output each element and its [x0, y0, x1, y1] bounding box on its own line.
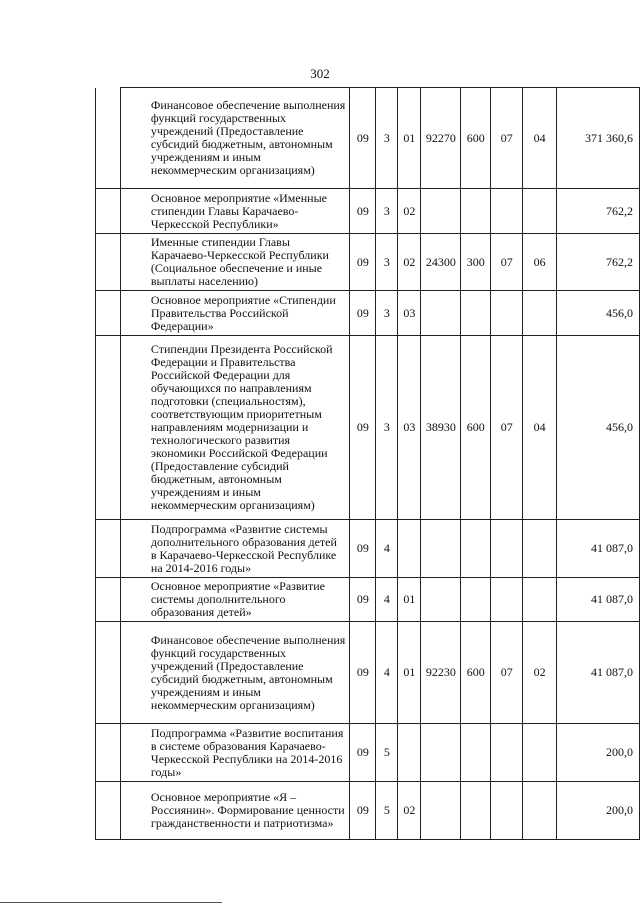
table-row — [96, 578, 640, 622]
code-1: 09 — [350, 336, 376, 520]
amount: 41 087,0 — [557, 520, 640, 578]
row-spacer-cell — [96, 724, 121, 782]
code-6 — [491, 782, 523, 840]
table-row — [96, 88, 640, 189]
table-row — [96, 189, 640, 234]
item-name: Основное мероприятие «Стипендии Правительства Российской Федерации» — [120, 291, 350, 336]
code-2: 3 — [376, 234, 398, 291]
amount: 371 360,6 — [557, 88, 640, 189]
code-4 — [421, 189, 461, 234]
code-7 — [523, 189, 557, 234]
table-row — [96, 782, 640, 840]
code-7 — [523, 724, 557, 782]
code-3: 01 — [398, 622, 421, 724]
code-1: 09 — [350, 724, 376, 782]
code-7 — [523, 520, 557, 578]
code-6: 07 — [491, 234, 523, 291]
code-3: 01 — [398, 88, 421, 189]
code-6 — [491, 291, 523, 336]
code-3: 02 — [398, 189, 421, 234]
item-name: Основное мероприятие «Именные стипендии Главы Карачаево-Черкесской Республики» — [120, 189, 350, 234]
code-4 — [421, 291, 461, 336]
code-6 — [491, 724, 523, 782]
row-spacer-cell — [96, 291, 121, 336]
item-name: Подпрограмма «Развитие системы дополнительного образования детей в Карачаево-Черкесской Республике на 2014-2016 годы» — [120, 520, 350, 578]
table-row — [96, 234, 640, 291]
amount: 456,0 — [557, 336, 640, 520]
row-spacer-cell — [96, 189, 121, 234]
amount: 762,2 — [557, 234, 640, 291]
code-1: 09 — [350, 291, 376, 336]
code-4 — [421, 724, 461, 782]
code-4 — [421, 578, 461, 622]
code-3: 02 — [398, 234, 421, 291]
table-row — [96, 336, 640, 520]
code-1: 09 — [350, 520, 376, 578]
code-1: 09 — [350, 622, 376, 724]
code-4: 92270 — [421, 88, 461, 189]
code-2: 4 — [376, 578, 398, 622]
item-name: Финансовое обеспечение выполнения функций государственных учреждений (Предоставление субсидий бюджетным, автономным учреждениям и иным некоммерческим организациям) — [120, 88, 350, 189]
page-number: 302 — [310, 66, 330, 81]
code-5 — [461, 189, 491, 234]
code-3: 02 — [398, 782, 421, 840]
code-3: 03 — [398, 336, 421, 520]
code-5 — [461, 724, 491, 782]
amount: 200,0 — [557, 724, 640, 782]
code-2: 5 — [376, 724, 398, 782]
row-spacer-cell — [96, 520, 121, 578]
code-5 — [461, 291, 491, 336]
code-5 — [461, 782, 491, 840]
code-5: 600 — [461, 336, 491, 520]
code-4: 92230 — [421, 622, 461, 724]
code-2: 5 — [376, 782, 398, 840]
code-7 — [523, 291, 557, 336]
amount: 41 087,0 — [557, 622, 640, 724]
code-2: 3 — [376, 336, 398, 520]
code-6: 07 — [491, 622, 523, 724]
code-3 — [398, 520, 421, 578]
code-5: 600 — [461, 88, 491, 189]
item-name: Основное мероприятие «Развитие системы дополнительного образования детей» — [120, 578, 350, 622]
code-5 — [461, 578, 491, 622]
code-3: 01 — [398, 578, 421, 622]
amount: 41 087,0 — [557, 578, 640, 622]
code-7: 04 — [523, 88, 557, 189]
code-7: 02 — [523, 622, 557, 724]
code-1: 09 — [350, 782, 376, 840]
code-5: 300 — [461, 234, 491, 291]
code-4 — [421, 782, 461, 840]
code-5: 600 — [461, 622, 491, 724]
code-1: 09 — [350, 189, 376, 234]
row-spacer-cell — [96, 622, 121, 724]
code-4: 24300 — [421, 234, 461, 291]
budget-table-body — [96, 88, 640, 840]
item-name: Стипендии Президента Российской Федерации и Правительства Российской Федерации для обучающихся по направлениям подготовки (специальностям), соответствующим приоритетным направлениям модернизации и технологического развития экономики Российской Федерации (Предоставление субсидий бюджетным, автономным учреждениям и иным некоммерческим организациям) — [120, 336, 350, 520]
row-spacer-cell — [96, 336, 121, 520]
table-row — [96, 622, 640, 724]
amount: 762,2 — [557, 189, 640, 234]
footer-divider — [0, 902, 222, 903]
code-7: 04 — [523, 336, 557, 520]
code-2: 4 — [376, 520, 398, 578]
code-5 — [461, 520, 491, 578]
code-4: 38930 — [421, 336, 461, 520]
table-row — [96, 724, 640, 782]
item-name: Финансовое обеспечение выполнения функций государственных учреждений (Предоставление субсидий бюджетным, автономным учреждениям и иным некоммерческим организациям) — [120, 622, 350, 724]
item-name: Подпрограмма «Развитие воспитания в системе образования Карачаево-Черкесской Республики на 2014-2016 годы» — [120, 724, 350, 782]
code-1: 09 — [350, 578, 376, 622]
code-6 — [491, 189, 523, 234]
row-spacer-cell — [96, 234, 121, 291]
row-spacer-cell — [96, 578, 121, 622]
code-3 — [398, 724, 421, 782]
budget-table — [95, 87, 640, 840]
row-spacer-cell — [96, 782, 121, 840]
code-2: 3 — [376, 189, 398, 234]
code-6 — [491, 578, 523, 622]
code-2: 4 — [376, 622, 398, 724]
item-name: Основное мероприятие «Я – Россиянин». Формирование ценности гражданственности и патриотизма» — [120, 782, 350, 840]
code-7 — [523, 578, 557, 622]
code-1: 09 — [350, 88, 376, 189]
amount: 200,0 — [557, 782, 640, 840]
amount: 456,0 — [557, 291, 640, 336]
table-row — [96, 291, 640, 336]
row-spacer-cell — [96, 88, 121, 189]
code-2: 3 — [376, 88, 398, 189]
code-7: 06 — [523, 234, 557, 291]
code-2: 3 — [376, 291, 398, 336]
code-1: 09 — [350, 234, 376, 291]
code-3: 03 — [398, 291, 421, 336]
code-6 — [491, 520, 523, 578]
code-7 — [523, 782, 557, 840]
code-6: 07 — [491, 88, 523, 189]
table-row — [96, 520, 640, 578]
code-6: 07 — [491, 336, 523, 520]
code-4 — [421, 520, 461, 578]
item-name: Именные стипендии Главы Карачаево-Черкесской Республики (Социальное обеспечение и иные выплаты населению) — [120, 234, 350, 291]
